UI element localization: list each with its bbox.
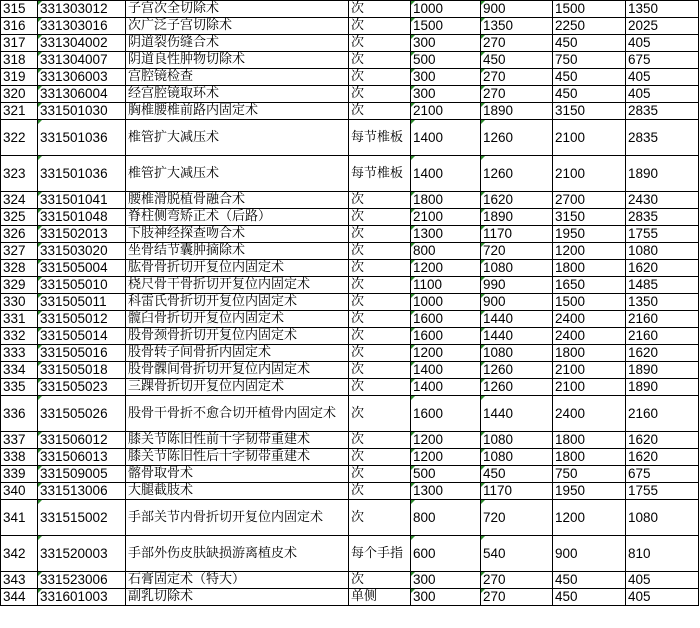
price-col4-cell[interactable]: 675 (626, 52, 699, 69)
price-col2-cell[interactable]: 540 (481, 536, 553, 572)
price-col1-cell[interactable]: 1500 (411, 18, 481, 35)
item-code-cell[interactable]: 331505010 (38, 277, 126, 294)
item-name-cell[interactable]: 髋臼骨折切开复位内固定术 (126, 311, 349, 328)
price-col4-cell[interactable]: 405 (626, 35, 699, 52)
unit-cell[interactable]: 次 (349, 449, 411, 466)
item-code-cell[interactable]: 331513006 (38, 483, 126, 500)
table-row (1, 396, 699, 432)
price-col2-cell[interactable]: 1890 (481, 209, 553, 226)
item-code-cell[interactable]: 331505011 (38, 294, 126, 311)
price-col4-cell[interactable]: 405 (626, 572, 699, 589)
unit-cell[interactable]: 次 (349, 311, 411, 328)
row-number-cell[interactable]: 319 (1, 69, 38, 86)
row-number-cell[interactable]: 324 (1, 192, 38, 209)
price-col4-cell[interactable]: 2835 (626, 103, 699, 120)
item-name-cell[interactable]: 手部关节内骨折切开复位内固定术 (126, 500, 349, 536)
item-code-cell[interactable]: 331601003 (38, 589, 126, 606)
price-col4-cell[interactable]: 1620 (626, 345, 699, 362)
row-number-cell[interactable]: 330 (1, 294, 38, 311)
table-row (1, 86, 699, 103)
price-col4-cell[interactable]: 1890 (626, 379, 699, 396)
unit-cell[interactable]: 单侧 (349, 589, 411, 606)
item-code-cell[interactable]: 331520003 (38, 536, 126, 572)
unit-cell[interactable]: 次 (349, 209, 411, 226)
item-code-cell[interactable]: 331306003 (38, 69, 126, 86)
price-col4-cell[interactable]: 1485 (626, 277, 699, 294)
item-name-cell[interactable]: 肱骨骨折切开复位内固定术 (126, 260, 349, 277)
price-col1-cell[interactable]: 1000 (411, 1, 481, 18)
price-col1-cell[interactable]: 1200 (411, 432, 481, 449)
table-row (1, 432, 699, 449)
unit-cell[interactable]: 每个手指 (349, 536, 411, 572)
unit-cell[interactable]: 次 (349, 483, 411, 500)
table-body (1, 1, 699, 606)
row-number-cell[interactable]: 340 (1, 483, 38, 500)
row-number-cell[interactable]: 316 (1, 18, 38, 35)
item-name-cell[interactable]: 三踝骨折切开复位内固定术 (126, 379, 349, 396)
row-number-cell[interactable]: 342 (1, 536, 38, 572)
price-col1-cell[interactable]: 300 (411, 572, 481, 589)
price-col1-cell[interactable]: 1300 (411, 483, 481, 500)
unit-cell[interactable]: 次 (349, 432, 411, 449)
item-name-cell[interactable]: 坐骨结节囊肿摘除术 (126, 243, 349, 260)
unit-cell[interactable]: 每节椎板 (349, 156, 411, 192)
unit-cell[interactable]: 次 (349, 328, 411, 345)
row-number-cell[interactable]: 329 (1, 277, 38, 294)
price-col1-cell[interactable]: 300 (411, 86, 481, 103)
table-row (1, 589, 699, 606)
price-col4-cell[interactable]: 405 (626, 69, 699, 86)
price-col3-cell[interactable]: 1800 (553, 432, 626, 449)
item-code-cell[interactable]: 331509005 (38, 466, 126, 483)
price-col3-cell[interactable]: 2100 (553, 379, 626, 396)
price-col2-cell[interactable]: 1620 (481, 192, 553, 209)
price-col3-cell[interactable]: 3150 (553, 103, 626, 120)
row-number-cell[interactable]: 337 (1, 432, 38, 449)
table-row (1, 69, 699, 86)
row-number-cell[interactable]: 322 (1, 120, 38, 156)
unit-cell[interactable]: 次 (349, 103, 411, 120)
price-col1-cell[interactable]: 1200 (411, 345, 481, 362)
table-row (1, 466, 699, 483)
price-col1-cell[interactable]: 1300 (411, 226, 481, 243)
price-col4-cell[interactable]: 1755 (626, 226, 699, 243)
item-name-cell[interactable]: 次广泛子宫切除术 (126, 18, 349, 35)
row-number-cell[interactable]: 332 (1, 328, 38, 345)
table-row (1, 156, 699, 192)
item-name-cell[interactable]: 下肢神经探查吻合术 (126, 226, 349, 243)
row-number-cell[interactable]: 341 (1, 500, 38, 536)
item-name-cell[interactable]: 股骨髁间骨折切开复位内固定术 (126, 362, 349, 379)
price-col1-cell[interactable]: 300 (411, 35, 481, 52)
price-col1-cell[interactable]: 1200 (411, 260, 481, 277)
item-code-cell[interactable]: 331505012 (38, 311, 126, 328)
unit-cell[interactable]: 次 (349, 52, 411, 69)
unit-cell[interactable]: 次 (349, 35, 411, 52)
price-col4-cell[interactable]: 1890 (626, 362, 699, 379)
price-col4-cell[interactable]: 1755 (626, 483, 699, 500)
price-col1-cell[interactable]: 1400 (411, 362, 481, 379)
item-code-cell[interactable]: 331501030 (38, 103, 126, 120)
unit-cell[interactable]: 次 (349, 226, 411, 243)
price-col2-cell[interactable]: 1080 (481, 345, 553, 362)
price-col2-cell[interactable]: 270 (481, 589, 553, 606)
unit-cell[interactable]: 次 (349, 192, 411, 209)
price-col2-cell[interactable]: 1170 (481, 483, 553, 500)
item-name-cell[interactable]: 股骨颈骨折切开复位内固定术 (126, 328, 349, 345)
unit-cell[interactable]: 次 (349, 345, 411, 362)
table-row (1, 311, 699, 328)
price-col1-cell[interactable]: 1600 (411, 311, 481, 328)
price-col3-cell[interactable]: 3150 (553, 209, 626, 226)
item-code-cell[interactable]: 331506012 (38, 432, 126, 449)
price-col3-cell[interactable]: 1200 (553, 243, 626, 260)
price-col3-cell[interactable]: 750 (553, 52, 626, 69)
row-number-cell[interactable]: 326 (1, 226, 38, 243)
price-col2-cell[interactable]: 1260 (481, 156, 553, 192)
unit-cell[interactable]: 次 (349, 362, 411, 379)
table-row (1, 277, 699, 294)
item-name-cell[interactable]: 脊柱侧弯矫正术（后路） (126, 209, 349, 226)
price-col2-cell[interactable]: 1170 (481, 226, 553, 243)
row-number-cell[interactable]: 328 (1, 260, 38, 277)
price-col2-cell[interactable]: 270 (481, 69, 553, 86)
row-number-cell[interactable]: 344 (1, 589, 38, 606)
item-code-cell[interactable]: 331304007 (38, 52, 126, 69)
row-number-cell[interactable]: 325 (1, 209, 38, 226)
item-code-cell[interactable]: 331304002 (38, 35, 126, 52)
item-code-cell[interactable]: 331505016 (38, 345, 126, 362)
unit-cell[interactable]: 次 (349, 69, 411, 86)
unit-cell[interactable]: 每节椎板 (349, 120, 411, 156)
price-col3-cell[interactable]: 1950 (553, 226, 626, 243)
price-col3-cell[interactable]: 2400 (553, 328, 626, 345)
price-col1-cell[interactable]: 1400 (411, 156, 481, 192)
item-code-cell[interactable]: 331505023 (38, 379, 126, 396)
price-col1-cell[interactable]: 600 (411, 536, 481, 572)
price-col3-cell[interactable]: 450 (553, 69, 626, 86)
item-code-cell[interactable]: 331501041 (38, 192, 126, 209)
price-col2-cell[interactable]: 1080 (481, 432, 553, 449)
item-code-cell[interactable]: 331515002 (38, 500, 126, 536)
unit-cell[interactable]: 次 (349, 500, 411, 536)
row-number-cell[interactable]: 333 (1, 345, 38, 362)
item-name-cell[interactable]: 阴道裂伤缝合术 (126, 35, 349, 52)
price-col2-cell[interactable]: 450 (481, 466, 553, 483)
price-col1-cell[interactable]: 1600 (411, 396, 481, 432)
item-name-cell[interactable]: 石膏固定术（特大） (126, 572, 349, 589)
row-number-cell[interactable]: 318 (1, 52, 38, 69)
row-number-cell[interactable]: 334 (1, 362, 38, 379)
price-col4-cell[interactable]: 2835 (626, 209, 699, 226)
price-col3-cell[interactable]: 1500 (553, 294, 626, 311)
price-col3-cell[interactable]: 2400 (553, 311, 626, 328)
unit-cell[interactable]: 次 (349, 466, 411, 483)
item-name-cell[interactable]: 椎管扩大减压术 (126, 156, 349, 192)
price-col3-cell[interactable]: 2700 (553, 192, 626, 209)
item-name-cell[interactable]: 阴道良性肿物切除术 (126, 52, 349, 69)
price-col2-cell[interactable]: 720 (481, 500, 553, 536)
item-name-cell[interactable]: 子宫次全切除术 (126, 1, 349, 18)
item-code-cell[interactable]: 331502013 (38, 226, 126, 243)
price-col2-cell[interactable]: 1080 (481, 260, 553, 277)
item-name-cell[interactable]: 膝关节陈旧性前十字韧带重建术 (126, 432, 349, 449)
item-code-cell[interactable]: 331505018 (38, 362, 126, 379)
price-col3-cell[interactable]: 1950 (553, 483, 626, 500)
item-code-cell[interactable]: 331501036 (38, 120, 126, 156)
price-col2-cell[interactable]: 1260 (481, 379, 553, 396)
table-row (1, 328, 699, 345)
table-row (1, 18, 699, 35)
item-name-cell[interactable]: 桡尺骨干骨折切开复位内固定术 (126, 277, 349, 294)
item-code-cell[interactable]: 331303016 (38, 18, 126, 35)
price-col3-cell[interactable]: 2100 (553, 362, 626, 379)
price-col4-cell[interactable]: 2160 (626, 328, 699, 345)
price-col3-cell[interactable]: 1800 (553, 345, 626, 362)
price-col2-cell[interactable]: 1440 (481, 311, 553, 328)
unit-cell[interactable]: 次 (349, 294, 411, 311)
table-row (1, 35, 699, 52)
price-col2-cell[interactable]: 900 (481, 1, 553, 18)
price-col1-cell[interactable]: 1600 (411, 328, 481, 345)
price-col1-cell[interactable]: 800 (411, 500, 481, 536)
price-col4-cell[interactable]: 2025 (626, 18, 699, 35)
price-col4-cell[interactable]: 405 (626, 86, 699, 103)
row-number-cell[interactable]: 339 (1, 466, 38, 483)
price-col1-cell[interactable]: 1800 (411, 192, 481, 209)
item-code-cell[interactable]: 331523006 (38, 572, 126, 589)
price-col3-cell[interactable]: 900 (553, 536, 626, 572)
price-col2-cell[interactable]: 1260 (481, 362, 553, 379)
unit-cell[interactable]: 次 (349, 260, 411, 277)
table-row (1, 226, 699, 243)
table-row (1, 536, 699, 572)
item-name-cell[interactable]: 膝关节陈旧性后十字韧带重建术 (126, 449, 349, 466)
unit-cell[interactable]: 次 (349, 572, 411, 589)
row-number-cell[interactable]: 331 (1, 311, 38, 328)
item-code-cell[interactable]: 331306004 (38, 86, 126, 103)
price-col1-cell[interactable]: 2100 (411, 209, 481, 226)
price-col4-cell[interactable]: 405 (626, 589, 699, 606)
price-col3-cell[interactable]: 2100 (553, 156, 626, 192)
price-col1-cell[interactable]: 1000 (411, 294, 481, 311)
price-col4-cell[interactable]: 2160 (626, 396, 699, 432)
unit-cell[interactable]: 次 (349, 86, 411, 103)
price-col4-cell[interactable]: 1350 (626, 294, 699, 311)
price-col3-cell[interactable]: 1200 (553, 500, 626, 536)
item-name-cell[interactable]: 副乳切除术 (126, 589, 349, 606)
price-col2-cell[interactable]: 1440 (481, 396, 553, 432)
table-row (1, 500, 699, 536)
row-number-cell[interactable]: 335 (1, 379, 38, 396)
price-col3-cell[interactable]: 1500 (553, 1, 626, 18)
price-col2-cell[interactable]: 450 (481, 52, 553, 69)
price-col3-cell[interactable]: 1800 (553, 260, 626, 277)
item-name-cell[interactable]: 经宫腔镜取环术 (126, 86, 349, 103)
item-name-cell[interactable]: 腰椎滑脱植骨融合术 (126, 192, 349, 209)
price-col1-cell[interactable]: 1400 (411, 120, 481, 156)
table-row (1, 294, 699, 311)
table-row (1, 483, 699, 500)
table-row (1, 572, 699, 589)
price-col4-cell[interactable]: 1350 (626, 1, 699, 18)
table-row (1, 345, 699, 362)
item-name-cell[interactable]: 宫腔镜检查 (126, 69, 349, 86)
price-col3-cell[interactable]: 2250 (553, 18, 626, 35)
price-col4-cell[interactable]: 1620 (626, 432, 699, 449)
row-number-cell[interactable]: 343 (1, 572, 38, 589)
price-col3-cell[interactable]: 1800 (553, 449, 626, 466)
item-code-cell[interactable]: 331505014 (38, 328, 126, 345)
item-name-cell[interactable]: 椎管扩大减压术 (126, 120, 349, 156)
table-row (1, 243, 699, 260)
item-code-cell[interactable]: 331505026 (38, 396, 126, 432)
item-name-cell[interactable]: 科雷氏骨折切开复位内固定术 (126, 294, 349, 311)
price-col2-cell[interactable]: 1440 (481, 328, 553, 345)
price-col3-cell[interactable]: 2100 (553, 120, 626, 156)
price-col1-cell[interactable]: 1200 (411, 449, 481, 466)
price-col1-cell[interactable]: 500 (411, 466, 481, 483)
price-col3-cell[interactable]: 450 (553, 572, 626, 589)
row-number-cell[interactable]: 315 (1, 1, 38, 18)
row-number-cell[interactable]: 320 (1, 86, 38, 103)
table-row (1, 379, 699, 396)
table-row (1, 209, 699, 226)
price-col1-cell[interactable]: 2100 (411, 103, 481, 120)
table-row (1, 362, 699, 379)
unit-cell[interactable]: 次 (349, 277, 411, 294)
price-col1-cell[interactable]: 500 (411, 52, 481, 69)
item-name-cell[interactable]: 手部外伤皮肤缺损游离植皮术 (126, 536, 349, 572)
price-col2-cell[interactable]: 270 (481, 35, 553, 52)
price-col3-cell[interactable]: 450 (553, 589, 626, 606)
price-col2-cell[interactable]: 1350 (481, 18, 553, 35)
item-name-cell[interactable]: 大腿截肢术 (126, 483, 349, 500)
table-row (1, 192, 699, 209)
row-number-cell[interactable]: 327 (1, 243, 38, 260)
price-col4-cell[interactable]: 1620 (626, 260, 699, 277)
unit-cell[interactable]: 次 (349, 379, 411, 396)
item-name-cell[interactable]: 髂骨取骨术 (126, 466, 349, 483)
unit-cell[interactable]: 次 (349, 18, 411, 35)
table-row (1, 120, 699, 156)
price-col4-cell[interactable]: 1080 (626, 243, 699, 260)
price-col2-cell[interactable]: 720 (481, 243, 553, 260)
price-col4-cell[interactable]: 1080 (626, 500, 699, 536)
price-col2-cell[interactable]: 270 (481, 572, 553, 589)
item-name-cell[interactable]: 股骨转子间骨折内固定术 (126, 345, 349, 362)
price-col4-cell[interactable]: 2160 (626, 311, 699, 328)
item-code-cell[interactable]: 331503020 (38, 243, 126, 260)
price-col1-cell[interactable]: 1400 (411, 379, 481, 396)
price-col4-cell[interactable]: 1620 (626, 449, 699, 466)
row-number-cell[interactable]: 323 (1, 156, 38, 192)
price-col4-cell[interactable]: 810 (626, 536, 699, 572)
price-col2-cell[interactable]: 990 (481, 277, 553, 294)
price-col2-cell[interactable]: 1260 (481, 120, 553, 156)
price-col4-cell[interactable]: 1890 (626, 156, 699, 192)
item-code-cell[interactable]: 331303012 (38, 1, 126, 18)
price-col3-cell[interactable]: 750 (553, 466, 626, 483)
price-col2-cell[interactable]: 1080 (481, 449, 553, 466)
price-col1-cell[interactable]: 800 (411, 243, 481, 260)
price-col1-cell[interactable]: 300 (411, 69, 481, 86)
row-number-cell[interactable]: 321 (1, 103, 38, 120)
price-col2-cell[interactable]: 900 (481, 294, 553, 311)
item-code-cell[interactable]: 331506013 (38, 449, 126, 466)
price-col1-cell[interactable]: 300 (411, 589, 481, 606)
price-col4-cell[interactable]: 675 (626, 466, 699, 483)
row-number-cell[interactable]: 336 (1, 396, 38, 432)
price-col3-cell[interactable]: 450 (553, 35, 626, 52)
price-col3-cell[interactable]: 450 (553, 86, 626, 103)
price-col2-cell[interactable]: 1890 (481, 103, 553, 120)
unit-cell[interactable]: 次 (349, 396, 411, 432)
table-row (1, 449, 699, 466)
item-code-cell[interactable]: 331501048 (38, 209, 126, 226)
price-col2-cell[interactable]: 270 (481, 86, 553, 103)
table-row (1, 1, 699, 18)
table-row (1, 260, 699, 277)
price-col1-cell[interactable]: 1100 (411, 277, 481, 294)
price-col3-cell[interactable]: 1650 (553, 277, 626, 294)
unit-cell[interactable]: 次 (349, 1, 411, 18)
item-code-cell[interactable]: 331505004 (38, 260, 126, 277)
item-code-cell[interactable]: 331501036 (38, 156, 126, 192)
item-name-cell[interactable]: 胸椎腰椎前路内固定术 (126, 103, 349, 120)
unit-cell[interactable]: 次 (349, 243, 411, 260)
price-col4-cell[interactable]: 2835 (626, 120, 699, 156)
price-col4-cell[interactable]: 2430 (626, 192, 699, 209)
table-row (1, 52, 699, 69)
price-col3-cell[interactable]: 2400 (553, 396, 626, 432)
row-number-cell[interactable]: 338 (1, 449, 38, 466)
row-number-cell[interactable]: 317 (1, 35, 38, 52)
table-row (1, 103, 699, 120)
item-name-cell[interactable]: 股骨干骨折不愈合切开植骨内固定术 (126, 396, 349, 432)
